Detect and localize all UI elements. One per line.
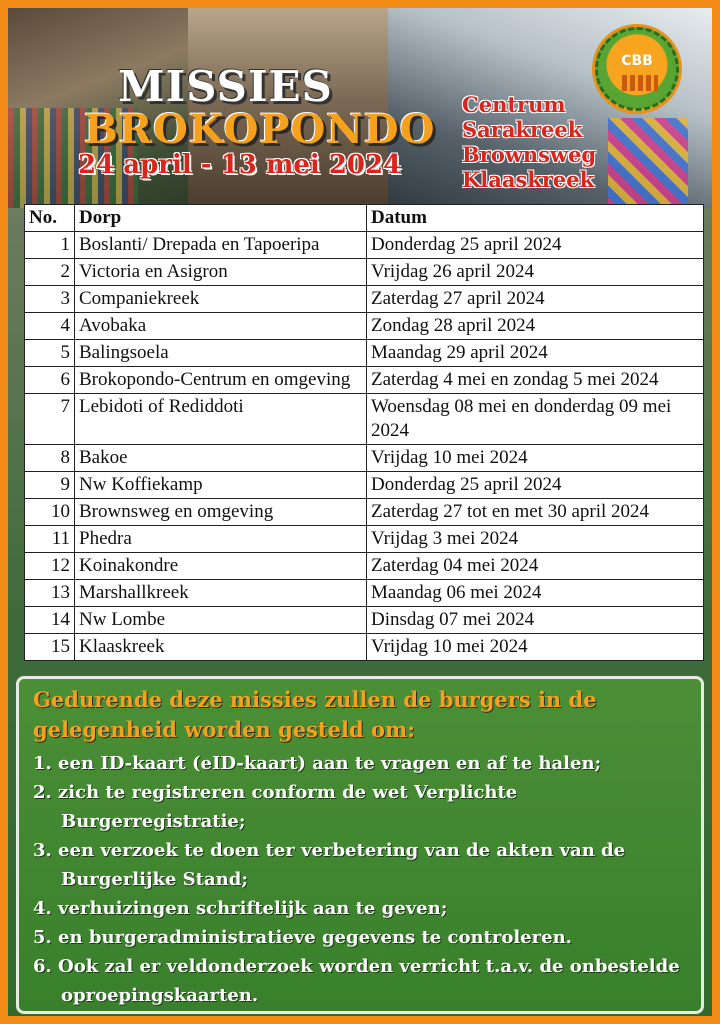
poster-title: MISSIES: [118, 62, 333, 111]
list-item: 2. zich te registreren conform de wet Verplichte Burgerregistratie;: [33, 782, 518, 832]
table-row: [25, 367, 704, 394]
table-row: [25, 499, 704, 526]
cell-dorp: Avobaka: [75, 313, 367, 340]
cell-dorp: Klaaskreek: [75, 634, 367, 661]
cell-dorp: Nw Lombe: [75, 607, 367, 634]
patterned-cloth-photo: [608, 118, 688, 208]
table-header-row: [25, 205, 704, 232]
table-row: [25, 526, 704, 553]
list-item: 1. een ID-kaart (eID-kaart) aan te vragen en af te halen;: [33, 753, 602, 774]
cell-no: 8: [25, 445, 75, 472]
cell-dorp: Nw Koffiekamp: [75, 472, 367, 499]
logo-ring-icon: [595, 27, 679, 111]
location-item: Centrum: [462, 92, 566, 117]
cell-datum: Zaterdag 4 mei en zondag 5 mei 2024: [367, 367, 704, 394]
table-row: [25, 286, 704, 313]
cell-no: 10: [25, 499, 75, 526]
cell-no: 1: [25, 232, 75, 259]
column-header-no: No.: [25, 205, 75, 232]
cell-dorp: Boslanti/ Drepada en Tapoeripa: [75, 232, 367, 259]
cell-datum: Vrijdag 3 mei 2024: [367, 526, 704, 553]
cell-datum: Maandag 06 mei 2024: [367, 580, 704, 607]
schedule-table: [24, 204, 704, 661]
list-item: 4. verhuizingen schriftelijk aan te geven;: [33, 898, 448, 919]
cell-dorp: Marshallkreek: [75, 580, 367, 607]
cell-dorp: Companiekreek: [75, 286, 367, 313]
cell-dorp: Phedra: [75, 526, 367, 553]
column-header-dorp: Dorp: [75, 205, 367, 232]
list-item: 5. en burgeradministratieve gegevens te controleren.: [33, 927, 572, 948]
cell-dorp: Brownsweg en omgeving: [75, 499, 367, 526]
cell-datum: Zaterdag 27 tot en met 30 april 2024: [367, 499, 704, 526]
table-row: [25, 472, 704, 499]
location-item: Sarakreek: [462, 117, 583, 142]
cell-datum: Zaterdag 04 mei 2024: [367, 553, 704, 580]
cell-datum: Dinsdag 07 mei 2024: [367, 607, 704, 634]
location-item: Brownsweg: [462, 142, 597, 167]
cell-datum: Zondag 28 april 2024: [367, 313, 704, 340]
table-row: [25, 553, 704, 580]
table-row: [25, 340, 704, 367]
cell-no: 6: [25, 367, 75, 394]
cell-no: 13: [25, 580, 75, 607]
cell-no: 2: [25, 259, 75, 286]
people-icon: [622, 75, 658, 91]
cell-no: 14: [25, 607, 75, 634]
table-row: [25, 259, 704, 286]
poster-dates: 24 april - 13 mei 2024: [78, 150, 402, 180]
table-row: [25, 232, 704, 259]
cell-dorp: Bakoe: [75, 445, 367, 472]
cell-datum: Donderdag 25 april 2024: [367, 232, 704, 259]
cbb-logo: [592, 24, 682, 114]
table-row: [25, 445, 704, 472]
cell-no: 15: [25, 634, 75, 661]
cell-no: 11: [25, 526, 75, 553]
table-row: [25, 313, 704, 340]
cell-datum: Zaterdag 27 april 2024: [367, 286, 704, 313]
info-panel: [16, 676, 704, 1014]
logo-text: CBB: [621, 53, 653, 69]
cell-no: 7: [25, 394, 75, 445]
cell-dorp: Balingsoela: [75, 340, 367, 367]
location-item: Klaaskreek: [462, 167, 595, 192]
column-header-datum: Datum: [367, 205, 704, 232]
poster-subtitle: BROKOPONDO: [84, 106, 436, 153]
list-item: 6. Ook zal er veldonderzoek worden verricht t.a.v. de onbestelde oproepingskaarten.: [33, 956, 680, 1006]
list-item: 3. een verzoek te doen ter verbetering van de akten van de Burgerlijke Stand;: [33, 840, 626, 890]
table-row: [25, 394, 704, 445]
info-list: [33, 749, 689, 1010]
cell-datum: Donderdag 25 april 2024: [367, 472, 704, 499]
cell-no: 4: [25, 313, 75, 340]
cell-no: 12: [25, 553, 75, 580]
info-heading: Gedurende deze missies zullen de burgers in de gelegenheid worden gesteld om:: [33, 687, 597, 742]
cell-no: 3: [25, 286, 75, 313]
cell-datum: Woensdag 08 mei en donderdag 09 mei 2024: [367, 394, 704, 445]
cell-datum: Vrijdag 10 mei 2024: [367, 445, 704, 472]
cell-no: 9: [25, 472, 75, 499]
table-row: [25, 607, 704, 634]
cell-dorp: Victoria en Asigron: [75, 259, 367, 286]
location-list: [462, 92, 596, 192]
cell-datum: Vrijdag 26 april 2024: [367, 259, 704, 286]
table-row: [25, 580, 704, 607]
cell-datum: Maandag 29 april 2024: [367, 340, 704, 367]
cell-datum: Vrijdag 10 mei 2024: [367, 634, 704, 661]
cell-no: 5: [25, 340, 75, 367]
cell-dorp: Koinakondre: [75, 553, 367, 580]
table-row: [25, 634, 704, 661]
cell-dorp: Brokopondo-Centrum en omgeving: [75, 367, 367, 394]
cell-dorp: Lebidoti of Rediddoti: [75, 394, 367, 445]
